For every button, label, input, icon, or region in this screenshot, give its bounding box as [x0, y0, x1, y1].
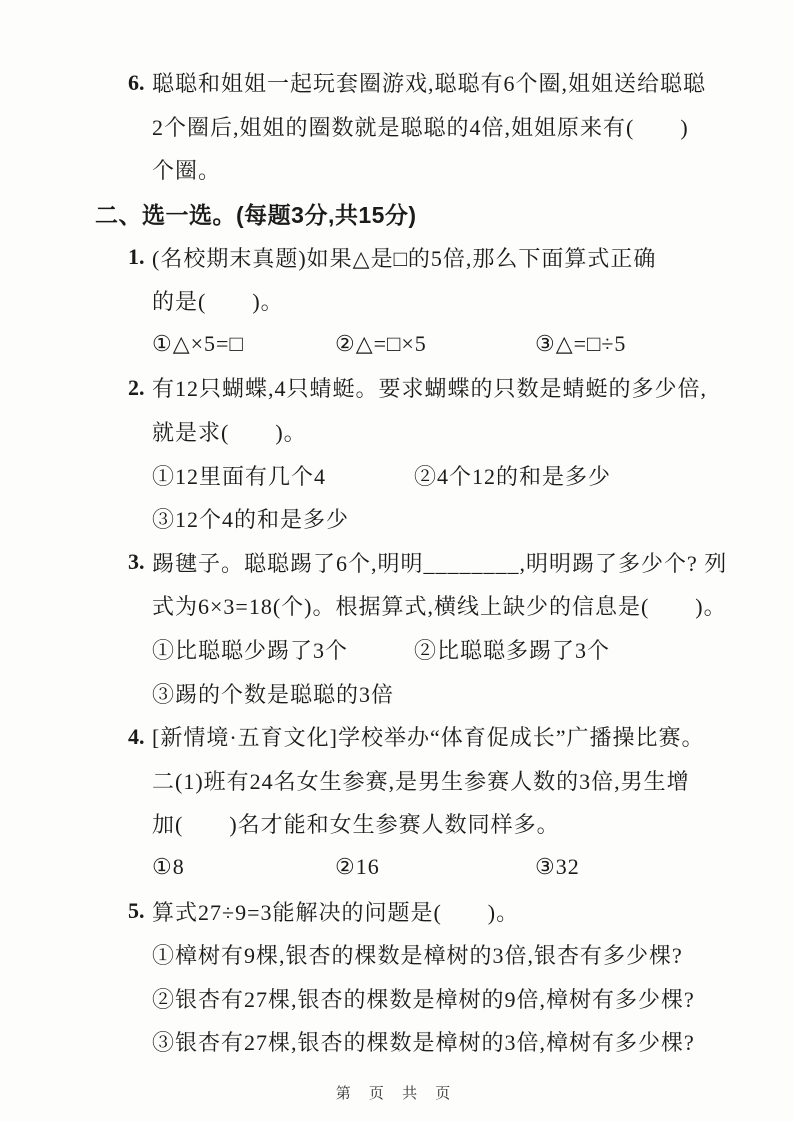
question-4-number: 4. — [128, 723, 145, 749]
option-label: ②16 — [335, 854, 380, 880]
question-5-number: 5. — [128, 898, 145, 924]
option-label: ①比聪聪少踢了3个 — [152, 638, 349, 664]
question-3-row — [128, 541, 793, 585]
question-6-row — [152, 105, 793, 149]
question-2-options-row — [152, 497, 793, 541]
page-footer — [0, 1082, 793, 1103]
option-label: ③32 — [535, 854, 580, 880]
option-label: ③踢的个数是聪聪的3倍 — [152, 681, 395, 707]
question-6-text-line-1: 聪聪和姐姐一起玩套圈游戏,聪聪有6个圈,姐姐送给聪聪 — [152, 71, 707, 97]
question-3-options-row — [152, 628, 793, 672]
question-1-row — [128, 235, 793, 279]
option-label: ①△×5=□ — [152, 331, 244, 357]
question-3-options-row — [152, 671, 793, 715]
question-4-row — [152, 802, 793, 846]
question-6-row — [152, 148, 793, 192]
question-2-options-row — [152, 453, 793, 497]
option-label: ③12个4的和是多少 — [152, 507, 350, 533]
option-label: ③△=□÷5 — [535, 331, 627, 357]
section-2-header — [95, 192, 793, 236]
option-label: ③银杏有27棵,银杏的棵数是樟树的3倍,樟树有多少棵? — [152, 1030, 695, 1056]
question-1-row — [152, 279, 793, 323]
question-2-row — [128, 366, 793, 410]
option-label: ①8 — [152, 854, 185, 880]
question-4-row — [128, 715, 793, 759]
question-2-number: 2. — [128, 374, 145, 400]
question-1-text-line-2: 的是( )。 — [152, 289, 284, 315]
question-4-text-line-2: 二(1)班有24名女生参赛,是男生参赛人数的3倍,男生增 — [152, 768, 690, 794]
option-label: ②比聪聪多踢了3个 — [414, 638, 611, 664]
question-4-row — [152, 759, 793, 803]
question-3-text-line-2: 式为6×3=18(个)。根据算式,横线上缺少的信息是( )。 — [152, 594, 727, 620]
option-label: ②银杏有27棵,银杏的棵数是樟树的9倍,樟树有多少棵? — [152, 986, 695, 1012]
question-4-text-line-1: [新情境·五育文化]学校举办“体育促成长”广播操比赛。 — [152, 725, 705, 751]
question-3-number: 3. — [128, 549, 145, 575]
option-label: ②4个12的和是多少 — [414, 463, 612, 489]
question-5-options-row — [152, 933, 793, 977]
question-3-row — [152, 584, 793, 628]
question-4-options-row — [152, 846, 793, 890]
option-label: ②△=□×5 — [335, 331, 427, 357]
question-1-number: 1. — [128, 244, 145, 270]
question-5-options-row — [152, 1020, 793, 1064]
question-6-text-line-2: 2个圈后,姐姐的圈数就是聪聪的4倍,姐姐原来有( ) — [152, 114, 689, 140]
question-1-text-line-1: (名校期末真题)如果△是□的5倍,那么下面算式正确 — [152, 245, 657, 271]
question-2-text-line-2: 就是求( )。 — [152, 420, 307, 446]
question-2-text-line-1: 有12只蝴蝶,4只蜻蜓。要求蝴蝶的只数是蜻蜓的多少倍, — [152, 376, 708, 402]
question-1-options-row — [152, 323, 793, 367]
question-5-text-line-1: 算式27÷9=3能解决的问题是( )。 — [152, 899, 520, 925]
question-3-text-line-1: 踢毽子。聪聪踢了6个,明明________,明明踢了多少个? 列 — [152, 550, 728, 576]
question-5-options-row — [152, 976, 793, 1020]
question-2-row — [152, 410, 793, 454]
question-6-number: 6. — [128, 69, 145, 95]
section-title: 二、选一选。(每题3分,共15分) — [95, 202, 417, 229]
question-6-text-line-3: 个圈。 — [152, 158, 222, 184]
question-5-row — [128, 889, 793, 933]
question-6-row — [128, 61, 793, 105]
option-label: ①樟树有9棵,银杏的棵数是樟树的3倍,银杏有多少棵? — [152, 943, 683, 969]
page-footer-text: 第 页 共 页 — [335, 1085, 458, 1102]
question-4-text-line-3: 加( )名才能和女生参赛人数同样多。 — [152, 812, 560, 838]
option-label: ①12里面有几个4 — [152, 463, 327, 489]
